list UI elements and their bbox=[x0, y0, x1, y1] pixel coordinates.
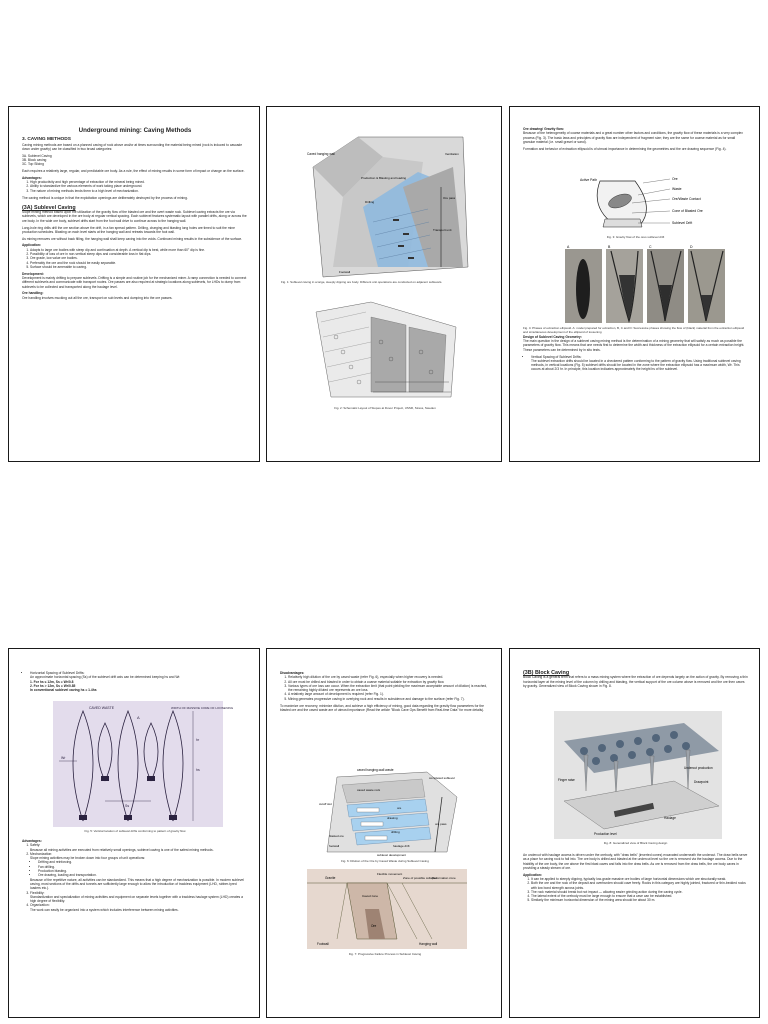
fig8-block-caving-illustration bbox=[554, 711, 722, 839]
sublevel-para-2: Long-hole ring drills drill the ore section above the drift, in a fan spread pattern. Drilling, charging and blasting long holes are timed to suit the mine production schedules. Blasting on each level starts at the hanging wall and retreats towards the foot wall. bbox=[22, 225, 235, 234]
fig7-label: Granite bbox=[325, 876, 336, 880]
page-2 bbox=[266, 106, 502, 462]
fig5-caption: Fig. 5: Vertical location of sublevel drifts conforming to pattern of gravity flow bbox=[84, 829, 186, 833]
fig5-label: A bbox=[137, 715, 140, 720]
section-heading: 3. CAVING METHODS bbox=[22, 137, 71, 143]
fig7-label: Hanging wall bbox=[419, 942, 438, 946]
advantage-item-text: Standardization and specialization of mining activities and equipment on separate levels together with a trackless haulage system (LHD) creates a high degree of flexibility. bbox=[30, 894, 243, 904]
page-title: Underground mining: Caving Methods bbox=[78, 127, 192, 134]
gravity-flow-para-1: Because of the heterogeneity of coarse materials and a great number other factors and conditions, the gravity flow of these materials is a very complex process (Fig. 3). The basic laws and principles of gravity flow are independent of fragment size; they are the same for coarse material as for small granular material (i.e. small gravel or sand). bbox=[523, 131, 743, 144]
fig6-label: sublevel development bbox=[377, 853, 407, 857]
block-caving-body: An undercut with haulage access is driven under the orebody, with "draw bells" (inverted cones) excavated underneath the undercut. The draw bells serve as a place for caving rock to fall into. The ore body is drilled and blasted at the undercut level so the ore is removed via the haulage access. Due to the friability of the ore body, the ore above the first blast caves and falls into the draw bells. As ore is removed from the draw bells, the ore body caves in providing a steady stream of ore. bbox=[523, 853, 748, 870]
fig1-label: Caved hanging wall bbox=[307, 152, 335, 156]
fig5-label: WIDTH OF MASSIVE CORE OF LOOSENING bbox=[171, 706, 234, 710]
fig3-caption: Fig. 3: Gravity flow of the ores sublevel drift bbox=[606, 235, 665, 239]
mechanization-note: Because of the repetitive nature, all activities can be standardized. This means that a high degree of mechanization is possible. In modern sublevel caving, most sections of the drifts and tunnels are sufficiently large enough to allow the introduction of trackless equipment (LHD, rubber-tyred loaders etc.). bbox=[30, 877, 244, 891]
fig6-label: ore pass bbox=[435, 822, 447, 826]
fig7-label: Caved zone bbox=[362, 894, 379, 898]
fig7-label: Ore bbox=[371, 924, 377, 928]
fig7-caption: Fig. 7: Progressive Failure Process in Sublevel Caving bbox=[348, 952, 422, 956]
application-item: 1. It can be applied to steeply dipping, typically low-grade massive ore bodies of large horizontal dimensions which are structurally weak. bbox=[531, 877, 748, 881]
advantage-item-title: 4. Organization: bbox=[30, 903, 248, 907]
fig3-label: Ore bbox=[672, 177, 678, 181]
fig4-letter: B bbox=[608, 245, 611, 249]
application-label: Application: bbox=[523, 872, 543, 877]
mechanization-item: • Drifting and reinforcing. bbox=[38, 860, 248, 864]
disadvantage-item: 2. All ore must be drilled and blasted in order to obtain a coarse material suitable for extraction by gravity flow. bbox=[288, 680, 490, 684]
fig4-caption: Fig. 4: Phases of extraction ellipsoid. A: model prepared for extraction, B, C and D: Successive phases showing the flow of (black) material from the extraction ellipsoid and simultaneous development of the ellipsoid of loosening bbox=[523, 326, 745, 334]
fig1-label: Transport unit bbox=[433, 228, 452, 232]
fig8-label: Haulage bbox=[664, 816, 676, 820]
page-1 bbox=[8, 106, 260, 462]
method-3a: 3A. Sublevel Caving bbox=[22, 153, 52, 158]
spacing-equation: 2. For hs > 12m, Ss = Wr/0.85 bbox=[30, 683, 76, 688]
fig8-label: Production level bbox=[594, 832, 617, 836]
application-item: 2. Both the ore and the rock of the deposit and overburden should cave freely. Rocks in this category are highly jointed, fractured or thin-bedded rocks with low bond strength across joints. bbox=[531, 881, 748, 890]
application-item: 3. Ore grade, low value ore bodies. bbox=[30, 256, 248, 260]
fig6-label: ore bbox=[397, 806, 402, 810]
application-item: 1. Adapts to large ore bodies with steep dip and continuation at depth. A vertical dip is best, while more than 60° dip is fine. bbox=[30, 248, 248, 252]
mechanization-item: • Fan drilling. bbox=[38, 865, 248, 869]
advantage-item: 3. The nature of mining methods lends them to a high level of mechanization. bbox=[30, 189, 248, 193]
fig1-label: Production & Blasting and loading bbox=[361, 176, 407, 180]
spacing-equation: In conventional sublevel caving hs = 1.4hs bbox=[30, 688, 97, 693]
design-heading: Design of Sublevel Caving Geometry: bbox=[523, 334, 582, 339]
vertical-spacing-text: The sublevel extraction drifts should be located in a checkered pattern conforming to the pattern of gravity flow. Using traditional sublevel caving methods, in vertical locations (Fig. 5) sublevel drifts should be located in the zone where the extraction ellipsoid has a maximum width, Wr. This occurs at about 2/3 hr. In principle, this location indicates approximately the height hs of the sublevel. bbox=[531, 358, 741, 372]
advantage-item: 2. Ability to standardize the various elements of work taking place underground. bbox=[30, 184, 248, 188]
fig7-label: Deformation zone bbox=[432, 876, 456, 880]
fig6-label: caved hanging-wall waste bbox=[357, 768, 394, 772]
mechanization-item: • Production blasting. bbox=[38, 869, 248, 873]
fig3-label: Cone of Blasted Ore bbox=[672, 209, 703, 213]
fig5-label: Wr bbox=[61, 756, 66, 760]
ore-handling-label: Ore handling: bbox=[22, 291, 44, 296]
recovery-paragraph: To maximize ore recovery, minimize dilution, and achieve a high efficiency of mining, good data regarding the gravity flow parameters for the blasted ore and the caved waste are of utmost importance (Read the article "Block Cave Ops Benefit from Real-time Data" for more details). bbox=[280, 703, 485, 712]
fig8-label: Undercut production bbox=[684, 766, 713, 770]
fig3-label: Waste bbox=[672, 187, 682, 191]
sublevel-para-1: Slope mining method based upon the utilization of the gravity flow of the blasted ore and the overt waste rock. Sublevel caving extracts the ore via sublevels, which are developed in the ore body at regular vertical spacing. Each sublevel features systematic layout with parallel drifts, along or across the ore body. In the wide ore body, sublevel drifts start from the foot wall drive to continue across to the hanging wall. bbox=[22, 210, 247, 223]
fig8-label: Drawpoint bbox=[694, 780, 709, 784]
fig6-label: footwall bbox=[329, 844, 340, 848]
gravity-flow-heading: Ore drawing/ Gravity flow: bbox=[523, 127, 565, 131]
fig5-vertical-location-diagram bbox=[53, 701, 234, 827]
fig1-label: Drilling bbox=[365, 200, 375, 204]
method-3c: 3C. Top Slicing bbox=[22, 162, 44, 167]
page-5 bbox=[266, 648, 502, 1018]
fig3-label: Sublevel Drift bbox=[672, 221, 693, 225]
fig6-label: blasted ore bbox=[329, 834, 344, 838]
fig4-letter: C bbox=[649, 245, 652, 249]
fig5-label: hr bbox=[196, 738, 200, 742]
fig1-label: Footwall bbox=[339, 270, 351, 274]
disadvantages-label: Disadvantages: bbox=[280, 671, 305, 675]
application-item: 4. The lateral extent of the orebody must be large enough to ensure that a cave can be established. bbox=[531, 894, 748, 898]
application-label: Application: bbox=[22, 243, 42, 248]
page-3 bbox=[509, 106, 760, 462]
subsection-title: (3A) Sublevel Caving bbox=[22, 204, 76, 211]
fig4-ellipsoid-photos bbox=[565, 245, 725, 325]
design-text: The main question in the design of a sublevel caving mining method is the determination of a mining geometry that will satisfy as much as possible the parameters of gravity flow. This means that one needs first to determine the width and thickness of the extraction ellipsoid for a certain extraction height. These parameters can be determined by in situ tests. bbox=[523, 339, 745, 352]
advantage-item: 1. High productivity and high percentage of extraction of the mineral being mined. bbox=[30, 180, 248, 184]
fig4-letter: A bbox=[567, 245, 570, 249]
fig6-label: drilling bbox=[391, 830, 400, 834]
fig1-sublevel-caving-illustration bbox=[303, 127, 473, 279]
caving-note: The caving method is unique in that the exploitation openings are deliberately destroyed by the process of mining. bbox=[22, 195, 188, 200]
advantages-label: Advantages: bbox=[22, 839, 42, 843]
page-4 bbox=[8, 648, 260, 1018]
gravity-flow-para-2: Formation and behavior of extraction ellipsoid is of utmost importance in determining the geometries and the ore drawing sequence (Fig. 4). bbox=[523, 146, 727, 151]
fig3-gravity-flow-drawing bbox=[580, 173, 720, 233]
fig6-label: caved waste rock bbox=[357, 788, 381, 792]
disadvantage-item: 1. Relatively high dilution of the ore by caved waste (refer Fig. 6), especially when higher recovery is needed. bbox=[288, 675, 490, 679]
disadvantage-item: 5. Mining generates progressive caving in overlying rock and results in subsidence and damage to the surface (refer Fig. 7). bbox=[288, 697, 490, 701]
fig5-label: CAVED WASTE bbox=[89, 706, 115, 710]
application-item: 4. Preferably the ore and the rock should be easily separable. bbox=[30, 261, 248, 265]
advantage-item-title: 1. Safety: bbox=[30, 843, 248, 847]
application-item: 5. Surface should be amenable to caving. bbox=[30, 265, 248, 269]
fig8-caption: Fig. 8: Generalized view of Block Caving design bbox=[603, 841, 668, 845]
sublevel-para-3: As mining removes ore without back filling, the hanging wall shall keep caving into the voids. Continued mining results in the subsidence of the surface. bbox=[22, 236, 243, 241]
fig6-label: haulage drift bbox=[393, 844, 410, 848]
advantage-item-title: 3. Flexibility: bbox=[30, 891, 248, 895]
fig6-label: cutoff slot bbox=[319, 802, 332, 806]
advantage-item-text: The work can easily be organized into a system which includes interference between mining activities. bbox=[30, 907, 179, 912]
horizontal-spacing-text: An approximate horizontal spacing (Ss) of the sublevel drift axis can be determined keeping hs and Wr. bbox=[30, 675, 181, 680]
fig7-progressive-failure-diagram bbox=[307, 869, 467, 949]
fig3-label: Active Path bbox=[580, 178, 598, 182]
ore-handling-text: Ore handling involves mucking out all the ore, transport on sub levels and dumping into the ore passes. bbox=[22, 295, 173, 300]
fig6-label: drawing bbox=[387, 816, 398, 820]
fig2-stope-layout bbox=[311, 297, 461, 403]
disadvantage-item: 4. A relatively large amount of development is required (refer Fig. 1). bbox=[288, 692, 490, 696]
fig7-label: Flexible movement bbox=[377, 872, 403, 876]
mechanization-item: • Ore drawing, loading and transportation. bbox=[38, 873, 248, 877]
fig4-letter: D bbox=[690, 245, 693, 249]
fig1-label: Ore pass bbox=[443, 196, 456, 200]
development-text: Development is mainly drifting to prepare sublevels. Drifting is a simple and routine job for the mechanized miner. A ramp connection is needed to connect different sublevels and communicate with transport routes. Ore passes are also required at strategic locations along sublevels, for LHDs to dump from sublevels to be collected and transported along the haulage level. bbox=[22, 276, 247, 289]
page-6 bbox=[509, 648, 760, 1018]
advantage-item-title: 2. Mechanization: bbox=[30, 852, 248, 856]
fig5-label: Ss bbox=[125, 804, 130, 808]
requirements-text: Each requires a relatively large, regular, and predictable ore body. As a rule, the effect of mining results in some form of impact or change on the surface. bbox=[22, 169, 245, 174]
advantage-item-text: Because all mining activities are executed from relatively small openings, sublevel caving is one of the safest mining methods. bbox=[30, 847, 214, 852]
disadvantage-item: 3. Various types of ore loss can occur. When the extraction limit (that point yielding the maximum acceptable amount of dilution) is reached, the remaining highly diluted ore represents an ore loss. bbox=[288, 684, 490, 693]
fig5-label: hs bbox=[196, 768, 200, 772]
spacing-equation: 1. For hs ≤ 12m, Ss = Wr/0.8 bbox=[30, 679, 74, 684]
fig7-label: Zone of possible collapse bbox=[403, 876, 437, 880]
advantages-label: Advantages: bbox=[22, 175, 42, 180]
block-caving-title: (3B) Block Caving bbox=[523, 670, 570, 676]
horizontal-spacing-label: • Horizontal Spacing of Sublevel Drifts: bbox=[30, 671, 248, 675]
development-label: Development: bbox=[22, 271, 44, 276]
fig7-label: Footwall bbox=[317, 942, 329, 946]
fig1-caption: Fig. 1: Sublevel caving in a large, steeply dipping ore body. Different unit operations are conducted on adjacent sublevels. bbox=[281, 280, 443, 284]
fig6-dilution-diagram bbox=[317, 767, 467, 857]
application-item: 3. The rock material should break but not impact — allowing easier grinding action during the caving cycle. bbox=[531, 890, 748, 894]
method-3b: 3B. Block caving bbox=[22, 157, 47, 162]
application-item: 2. Possibility of loss of ore in non-vertical steep dips and considerable loss in flat dips. bbox=[30, 252, 248, 256]
vertical-spacing-label: • Vertical Spacing of Sublevel Drifts: bbox=[531, 355, 748, 359]
fig2-caption: Fig. 2: Schematic Layout of Stopes at Dover Project, USSR, Stress, Sweden bbox=[334, 406, 436, 410]
advantage-item-text: Slope mining activities may be broken down into four groups of unit operations: bbox=[30, 856, 146, 861]
fig8-label: Finger raise bbox=[558, 778, 575, 782]
intro-text: Caving mining methods are based on a planned caving of rock above and/or at times surrounding the material being mined (rock is induced to cascade down under gravity) can be classified in two broad categories: bbox=[22, 142, 243, 151]
fig3-label: Ore/Waste Contact bbox=[672, 197, 701, 201]
application-item: 5. Similarly the minimum horizontal dimension of the mining area should be about 30 m. bbox=[531, 898, 748, 902]
fig1-label: Ventilation bbox=[445, 152, 459, 156]
block-caving-intro: Block Caving is a general term that refers to a mass mining system where the extraction of ore depends largely on the action of gravity. By removing a thin horizontal layer at the mining level of the column by drilling and blasting, the vertical support of the ore column above is removed and the ore then caves by gravity. Generalized view of Block Caving shown in Fig. 8. bbox=[523, 675, 748, 688]
fig6-label: completed sublevel bbox=[429, 776, 455, 780]
fig6-caption: Fig. 6: Dilution of the Ore by Caved Waste during Sublevel Caving bbox=[341, 859, 429, 863]
